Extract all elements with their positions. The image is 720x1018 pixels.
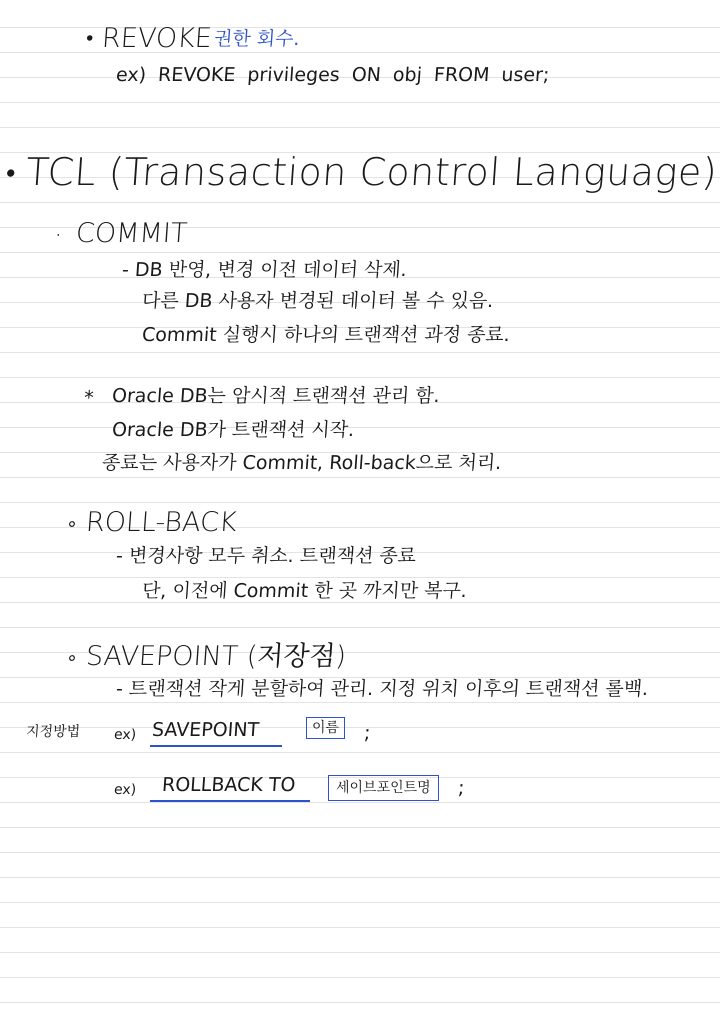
oracle-note-line-3: 종료는 사용자가 Commit, Roll-back으로 처리.	[101, 452, 503, 474]
oracle-note-line-2: Oracle DB가 트랜잭션 시작.	[111, 419, 355, 441]
savepoint-example2-prefix: ex)	[113, 782, 137, 798]
revoke-heading: REVOKE	[100, 23, 213, 54]
savepoint-example2-underline	[150, 800, 310, 802]
savepoint-bullet: ∘	[65, 647, 79, 669]
tcl-heading: TCL (Transaction Control Language)	[24, 150, 719, 194]
rollback-line-2: 단, 이전에 Commit 한 곳 까지만 복구.	[141, 580, 468, 602]
savepoint-example2-name-box: 세이브포인트명	[328, 775, 439, 801]
savepoint-example1-keyword: SAVEPOINT	[151, 719, 260, 741]
savepoint-example1-box-wrap	[306, 717, 345, 739]
savepoint-example1-prefix: ex)	[113, 727, 137, 743]
commit-line-1: - DB 반영, 변경 이전 데이터 삭제.	[121, 259, 408, 281]
savepoint-example2-semicolon: ;	[457, 777, 466, 799]
savepoint-example2-keyword: ROLLBACK TO	[161, 774, 297, 796]
oracle-note-line-1: Oracle DB는 암시적 트랜잭션 관리 함.	[111, 385, 441, 407]
savepoint-line: - 트랜잭션 작게 분할하여 관리. 지정 위치 이후의 트랜잭션 롤백.	[115, 678, 649, 700]
rollback-heading: ROLL-BACK	[84, 507, 238, 538]
commit-heading: COMMIT	[74, 218, 189, 249]
savepoint-side-label: 지정방법	[25, 724, 81, 740]
savepoint-example1-name-box: 이름	[306, 717, 345, 739]
savepoint-example1-underline	[150, 745, 282, 747]
commit-line-2: 다른 DB 사용자 변경된 데이터 볼 수 있음.	[141, 290, 495, 312]
tcl-bullet: •	[4, 158, 17, 189]
commit-bullet: ·	[52, 220, 64, 251]
savepoint-heading: SAVEPOINT (저장점)	[84, 641, 348, 672]
revoke-example: ex) REVOKE privileges ON obj FROM user;	[115, 64, 551, 86]
savepoint-example2-box-wrap	[328, 775, 439, 801]
rollback-bullet: ∘	[65, 513, 79, 535]
revoke-note: 권한 회수.	[213, 28, 301, 50]
revoke-bullet: •	[83, 28, 97, 50]
savepoint-example1-semicolon: ;	[363, 722, 372, 744]
commit-line-3: Commit 실행시 하나의 트랜잭션 과정 종료.	[141, 324, 511, 346]
oracle-note-marker: *	[83, 387, 95, 409]
rollback-line-1: - 변경사항 모두 취소. 트랜잭션 종료	[115, 545, 417, 567]
